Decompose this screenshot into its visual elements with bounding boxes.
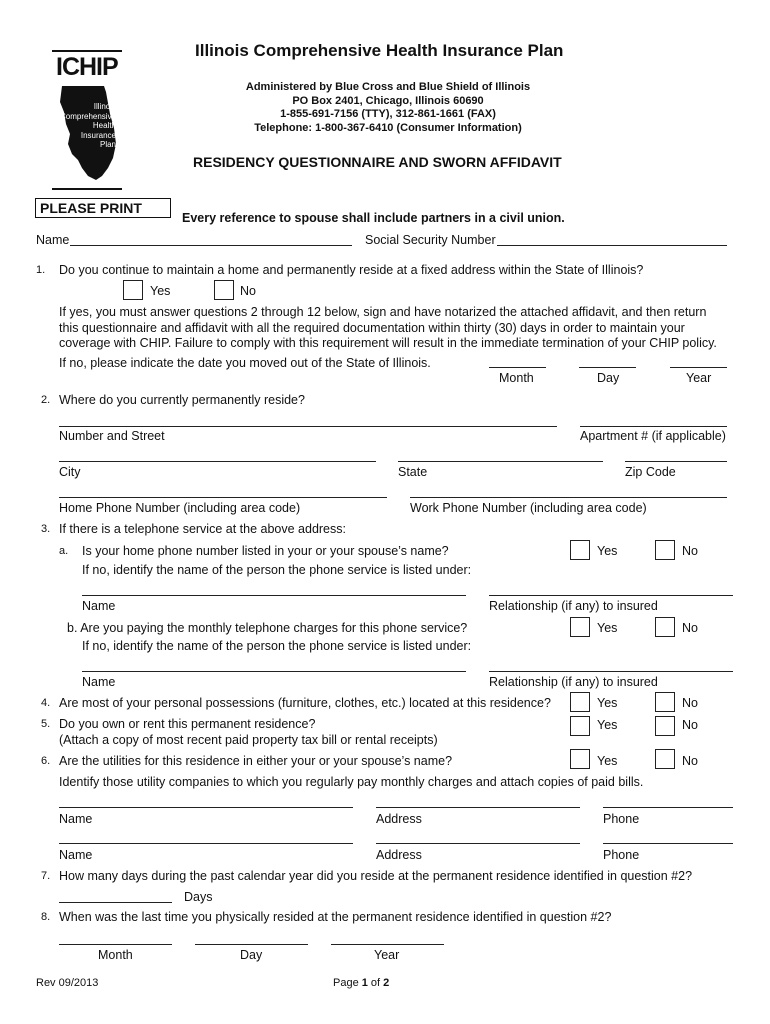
q6-yes-checkbox[interactable] <box>570 749 590 769</box>
logo-line: Insurance <box>80 130 116 140</box>
utility2-address-label: Address <box>376 848 422 862</box>
page-total: 2 <box>383 977 390 989</box>
logo-acronym: ICHIP <box>56 53 118 81</box>
q3a-text: Is your home phone number listed in your or your spouse’s name? <box>82 544 449 558</box>
logo-line: Illinois <box>93 102 116 111</box>
q6-no-checkbox[interactable] <box>655 749 675 769</box>
q1-day-field[interactable] <box>579 367 636 368</box>
logo-text <box>60 102 116 150</box>
utility1-phone-field[interactable] <box>603 807 733 808</box>
q6-identify: Identify those utility companies to which you regularly pay monthly charges and attach copies of paid bills. <box>59 775 644 789</box>
street-label: Number and Street <box>59 429 165 443</box>
ssn-field[interactable] <box>497 245 727 246</box>
q1-instruction-line: this questionnaire and affidavit with all the required documentation within thirty (30) days in order to maintain your <box>59 320 685 335</box>
q1-yes-checkbox[interactable] <box>123 280 143 300</box>
name-field[interactable] <box>70 245 352 246</box>
work-phone-label: Work Phone Number (including area code) <box>410 501 647 515</box>
zip-field[interactable] <box>625 461 727 462</box>
q3a-relationship-field[interactable] <box>489 595 733 596</box>
q3a-no-checkbox[interactable] <box>655 540 675 560</box>
q4-text: Are most of your personal possessions (furniture, clothes, etc.) located at this residence? <box>59 696 551 710</box>
q3a-relationship-label: Relationship (if any) to insured <box>489 599 658 613</box>
work-phone-field[interactable] <box>410 497 727 498</box>
question-number: 1. <box>36 264 46 276</box>
home-phone-field[interactable] <box>59 497 387 498</box>
utility2-name-field[interactable] <box>59 843 353 844</box>
q1-no-checkbox[interactable] <box>214 280 234 300</box>
q3b-relationship-label: Relationship (if any) to insured <box>489 675 658 689</box>
q3a-name-label: Name <box>82 599 116 613</box>
name-label: Name <box>36 233 70 247</box>
city-field[interactable] <box>59 461 376 462</box>
q8-day-field[interactable] <box>195 944 308 945</box>
q8-month-field[interactable] <box>59 944 172 945</box>
please-print-box: PLEASE PRINT <box>35 198 171 218</box>
zip-label: Zip Code <box>625 465 676 479</box>
utility2-phone-label: Phone <box>603 848 640 862</box>
street-field[interactable] <box>59 426 557 427</box>
q1-year-label: Year <box>686 371 712 385</box>
q3a-if-no: If no, identify the name of the person the phone service is listed under: <box>82 563 472 577</box>
q3b-text: b. Are you paying the monthly telephone charges for this phone service? <box>67 621 468 635</box>
admin-line: 1-855-691-7156 (TTY), 312-861-1661 (FAX) <box>280 108 496 120</box>
q5-yes-checkbox[interactable] <box>570 716 590 736</box>
q1-year-field[interactable] <box>670 367 727 368</box>
q2-text: Where do you currently permanently reside? <box>59 393 305 407</box>
ssn-label: Social Security Number <box>365 233 496 247</box>
question-number: 8. <box>41 911 51 923</box>
admin-line: PO Box 2401, Chicago, Illinois 60690 <box>292 94 484 107</box>
utility1-name-label: Name <box>59 812 93 826</box>
q3b-name-field[interactable] <box>82 671 466 672</box>
q6-yes-label: Yes <box>597 754 618 768</box>
q4-yes-checkbox[interactable] <box>570 692 590 712</box>
q5-subtext: (Attach a copy of most recent paid property tax bill or rental receipts) <box>59 733 438 747</box>
q8-month-label: Month <box>98 948 133 962</box>
q3b-name-label: Name <box>82 675 116 689</box>
question-number: 6. <box>41 755 51 767</box>
q1-instruction-line: If yes, you must answer questions 2 through 12 below, sign and have notarized the attached affidavit, and then return <box>59 305 707 319</box>
q3b-relationship-field[interactable] <box>489 671 733 672</box>
q3b-no-label: No <box>682 621 698 635</box>
state-label: State <box>398 465 428 479</box>
spouse-note: Every reference to spouse shall include partners in a civil union. <box>182 211 565 225</box>
question-number: 4. <box>41 697 51 709</box>
q3b-if-no: If no, identify the name of the person the phone service is listed under: <box>82 639 472 653</box>
q1-instructions <box>59 305 717 352</box>
q7-text: How many days during the past calendar year did you reside at the permanent residence identified in question #2? <box>59 869 693 883</box>
page-current: 1 <box>361 977 368 989</box>
q1-yes-label: Yes <box>150 284 171 298</box>
q8-year-label: Year <box>374 948 400 962</box>
q5-no-label: No <box>682 718 698 732</box>
q4-yes-label: Yes <box>597 696 618 710</box>
q1-text: Do you continue to maintain a home and permanently reside at a fixed address within the State of Illinois? <box>59 263 644 277</box>
q1-instruction-line: coverage with CHIP. Failure to comply with this requirement will result in the immediate termination of your CHIP policy. <box>59 336 717 350</box>
question-number: 5. <box>41 718 51 730</box>
q3a-yes-label: Yes <box>597 544 618 558</box>
page-of: of <box>367 977 384 989</box>
logo-bottom-rule <box>52 188 122 190</box>
page-title: Illinois Comprehensive Health Insurance Plan <box>195 41 564 60</box>
q3b-yes-checkbox[interactable] <box>570 617 590 637</box>
logo-line: Comprehensive <box>60 111 117 121</box>
page-number <box>333 977 389 989</box>
q7-days-field[interactable] <box>59 902 172 903</box>
q1-day-label: Day <box>597 371 620 385</box>
q8-text: When was the last time you physically resided at the permanent residence identified in question #2? <box>59 910 612 924</box>
q1-month-field[interactable] <box>489 367 546 368</box>
q3b-no-checkbox[interactable] <box>655 617 675 637</box>
q3a-letter: a. <box>59 545 69 557</box>
q1-month-label: Month <box>499 371 534 385</box>
q5-yes-label: Yes <box>597 718 618 732</box>
q6-no-label: No <box>682 754 698 768</box>
utility1-address-field[interactable] <box>376 807 580 808</box>
q4-no-label: No <box>682 696 698 710</box>
state-field[interactable] <box>398 461 603 462</box>
city-label: City <box>59 465 81 479</box>
page-prefix: Page <box>333 977 362 989</box>
question-number: 2. <box>41 394 51 406</box>
utility2-address-field[interactable] <box>376 843 580 844</box>
q3a-name-field[interactable] <box>82 595 466 596</box>
form-title: RESIDENCY QUESTIONNAIRE AND SWORN AFFIDAVIT <box>193 154 562 170</box>
q4-no-checkbox[interactable] <box>655 692 675 712</box>
utility1-phone-label: Phone <box>603 812 640 826</box>
admin-line: Administered by Blue Cross and Blue Shield of Illinois <box>245 81 531 93</box>
q3-text: If there is a telephone service at the above address: <box>59 522 346 536</box>
q8-day-label: Day <box>240 948 263 962</box>
admin-line: Telephone: 1-800-367-6410 (Consumer Information) <box>254 121 522 134</box>
q5-text: Do you own or rent this permanent residence? <box>59 717 316 731</box>
q7-days-label: Days <box>184 890 213 904</box>
q3a-no-label: No <box>682 544 698 558</box>
home-phone-label: Home Phone Number (including area code) <box>59 501 301 515</box>
utility1-name-field[interactable] <box>59 807 353 808</box>
q6-text: Are the utilities for this residence in either your or your spouse’s name? <box>59 754 453 768</box>
q3a-yes-checkbox[interactable] <box>570 540 590 560</box>
q8-year-field[interactable] <box>331 944 444 945</box>
logo-top-rule <box>52 50 122 52</box>
revision-date: Rev 09/2013 <box>36 977 99 989</box>
q1-if-no: If no, please indicate the date you moved out of the State of Illinois. <box>59 356 431 370</box>
utility1-address-label: Address <box>376 812 422 826</box>
administrator-info <box>210 81 566 135</box>
logo-line: Plan <box>99 140 116 149</box>
logo-line: Health <box>92 121 116 130</box>
question-number: 7. <box>41 870 51 882</box>
utility2-name-label: Name <box>59 848 93 862</box>
apartment-field[interactable] <box>580 426 727 427</box>
q3b-yes-label: Yes <box>597 621 618 635</box>
utility2-phone-field[interactable] <box>603 843 733 844</box>
question-number: 3. <box>41 523 51 535</box>
apartment-label: Apartment # (if applicable) <box>580 429 726 443</box>
q1-no-label: No <box>240 284 256 298</box>
q5-no-checkbox[interactable] <box>655 716 675 736</box>
